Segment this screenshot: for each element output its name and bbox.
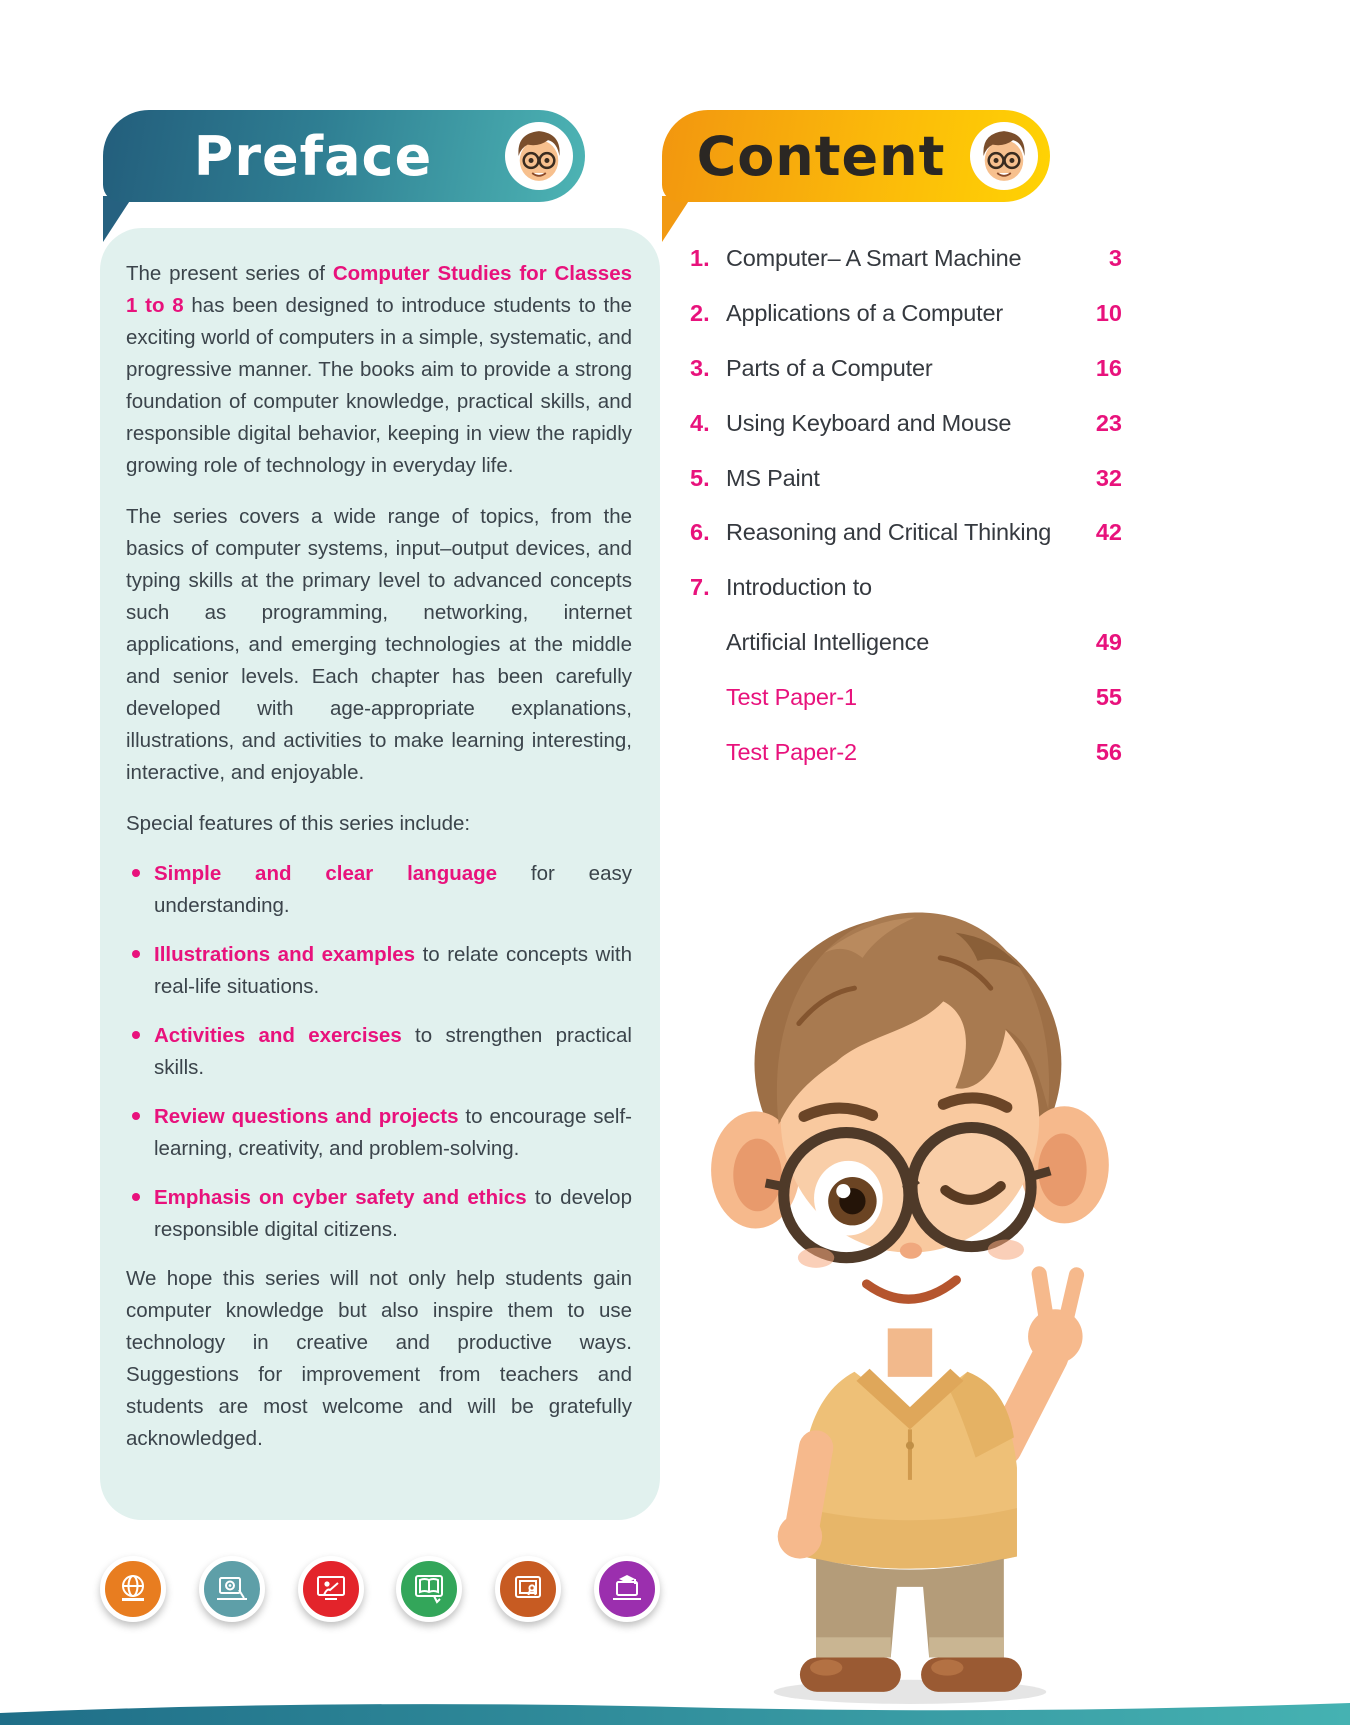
preface-header — [103, 110, 585, 202]
toc-number: 1. — [690, 245, 710, 271]
toc-title: Applications of a Computer — [726, 299, 1003, 326]
toc-title: Computer– A Smart Machine — [726, 245, 1022, 271]
toc-page: 55 — [1095, 684, 1122, 711]
toc-title: Test Paper-2 — [726, 739, 857, 766]
toc-item — [690, 407, 1122, 440]
toc-item — [690, 626, 1122, 659]
features-list — [126, 858, 632, 1246]
toc-item — [690, 516, 1122, 549]
preface-paragraph-2: The series covers a wide range of topics, from the basics of computer systems, input–output devices, and typing skills at the primary level to advanced concepts such as programming, networking, internet applications, and emerging technologies at the middle and senior levels. Each chapter has been carefully developed with age-appropriate explanations, illustrations, and activities to make learning interesting, interactive, and enjoyable. — [126, 504, 632, 784]
toc-page: 42 — [1095, 519, 1122, 546]
preface-body — [100, 228, 660, 1520]
toc-item — [690, 352, 1122, 385]
subject-icon-strip — [100, 1556, 660, 1622]
certificate-screen-icon — [495, 1556, 561, 1622]
feature-item: Review questions and projects to encourage self-learning, creativity, and problem-solving. — [126, 1101, 632, 1165]
toc-item — [690, 297, 1122, 330]
bullet-icon — [132, 950, 140, 958]
table-of-contents — [690, 242, 1122, 791]
online-learning-icon — [594, 1556, 660, 1622]
feature-item: Illustrations and examples to relate concepts with real-life situations. — [126, 939, 632, 1003]
toc-page: 10 — [1095, 299, 1122, 326]
toc-title: Introduction to — [726, 574, 872, 601]
toc-title: Reasoning and Critical Thinking — [726, 519, 1052, 546]
toc-title: Parts of a Computer — [726, 354, 933, 381]
bullet-icon — [132, 1193, 140, 1201]
toc-number: 7. — [690, 574, 710, 601]
toc-number: 5. — [690, 464, 710, 491]
toc-page: 32 — [1095, 464, 1122, 491]
toc-page: 16 — [1095, 354, 1122, 381]
toc-number: 2. — [690, 299, 710, 326]
bullet-icon — [132, 869, 140, 877]
preface-title: Preface — [193, 124, 433, 188]
boy-face-icon — [970, 122, 1038, 190]
bullet-icon — [132, 1112, 140, 1120]
preface-closing: We hope this series will not only help students gain computer knowledge but also inspire them to use technology in creative and productive ways. Suggestions for improvement from teachers and students are most welcome and will be gratefully acknowledged. — [126, 1267, 632, 1450]
toc-number: 6. — [690, 519, 710, 546]
feature-item: Simple and clear language for easy understanding. — [126, 858, 632, 922]
toc-page: 56 — [1095, 739, 1122, 766]
toc-title: Artificial Intelligence — [726, 629, 930, 656]
boy-face-icon — [505, 122, 573, 190]
feature-item: Emphasis on cyber safety and ethics to develop responsible digital citizens. — [126, 1182, 632, 1246]
content-bubble-tail — [662, 196, 692, 242]
toc-item — [690, 681, 1122, 714]
content-title: Content — [696, 124, 946, 188]
feature-item: Activities and exercises to strengthen practical skills. — [126, 1020, 632, 1084]
series-name-highlight: Computer Studies for Classes 1 to 8 — [126, 262, 633, 317]
features-intro: Special features of this series include: — [126, 811, 471, 835]
bullet-icon — [132, 1031, 140, 1039]
toc-item — [690, 462, 1122, 495]
boy-avatar-icon — [970, 122, 1038, 190]
laptop-settings-icon — [199, 1556, 265, 1622]
content-header — [662, 110, 1050, 202]
toc-page: 3 — [1108, 245, 1122, 271]
toc-item — [690, 736, 1122, 769]
globe-book-icon — [100, 1556, 166, 1622]
bottom-wave-decoration — [0, 1697, 1350, 1725]
toc-page: 49 — [1095, 629, 1122, 656]
toc-title: MS Paint — [726, 464, 820, 491]
toc-title: Using Keyboard and Mouse — [726, 409, 1012, 436]
toc-page: 23 — [1095, 409, 1122, 436]
toc-number: 4. — [690, 409, 710, 436]
boy-avatar-icon — [505, 122, 573, 190]
toc-item — [690, 571, 1122, 604]
toc-number: 3. — [690, 354, 710, 381]
digital-book-icon — [396, 1556, 462, 1622]
toc-title: Test Paper-1 — [726, 684, 857, 711]
preface-paragraph-1: The present series of Computer Studies for Classes 1 to 8 has been designed to introduce students to the exciting world of computers in a simple, systematic, and progressive manner. The books aim to provide a strong foundation of computer knowledge, practical skills, and responsible digital behavior, keeping in view the rapidly growing role of technology in everyday life. — [126, 262, 633, 477]
teacher-presentation-icon — [298, 1556, 364, 1622]
toc-item — [690, 242, 1122, 275]
mascot-boy-illustration — [698, 862, 1132, 1710]
